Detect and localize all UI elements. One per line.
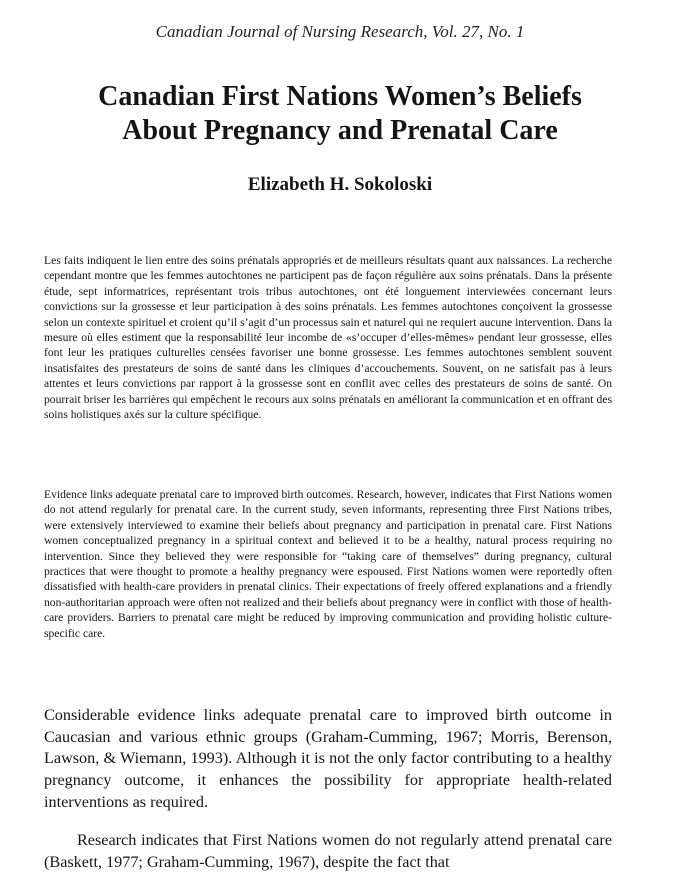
article-title — [30, 80, 650, 148]
article-title-line-1: Canadian First Nations Women’s Beliefs — [98, 81, 582, 112]
body-paragraph-1: Considerable evidence links adequate prenatal care to improved birth outcome in Caucasian and various ethnic groups (Graham-Cumming, 1967; Morris, Berenson, Lawson, & Wiemann, 1993). Although it is not the only factor contributing to a healthy pregnancy outcome, it enhances the possibility for appropriate health-related interventions as required. — [44, 706, 612, 811]
running-head: Canadian Journal of Nursing Research, Vol. 27, No. 1 — [155, 22, 525, 41]
article-title-line-2: About Pregnancy and Prenatal Care — [122, 115, 558, 146]
author-name: Elizabeth H. Sokoloski — [247, 174, 433, 195]
body-paragraph-2: Research indicates that First Nations women do not regularly attend prenatal care (Baskett, 1977; Graham-Cumming, 1967), despite the fact that — [44, 831, 612, 871]
abstract-french: Les faits indiquent le lien entre des soins prénatals appropriés et de meilleurs résultats quant aux naissances. La recherche cependant montre que les femmes autochtones ne participent pas de façon régulière aux soins prénatals. Dans la présente étude, sept informatrices, représentant trois tribus autochtones, ont été longuement interviewées concernant leurs convictions sur la grossesse et leur participation à des soins prénatals. Les femmes autochtones conçoivent la grossesse selon un contexte spirituel et croient qu’il s’agit d’un processus sain et naturel qui ne requiert aucune intervention. Dans la mesure où elles estiment que la responsabilité leur incombe de «s’occuper d’elles-mêmes» pendant leur grossesse, elles font leur les pratiques culturelles censées favoriser une bonne grossesse. Les femmes autochtones semblent souvent insatisfaites des prestateurs de soins de santé dans les cliniques d’accouchements. Souvent, on ne satisfait pas à leurs attentes et leurs convictions par rapport à la grossesse sont en conflit avec celles des prestateurs de soins de santé. On pourrait briser les barrières qui empêchent le recours aux soins prénatals en améliorant la communication et en offrant des soins holistiques axés sur la culture spécifique. — [44, 254, 612, 422]
abstract-english: Evidence links adequate prenatal care to improved birth outcomes. Research, however, indicates that First Nations women do not attend regularly for prenatal care. In the current study, seven informants, representing three First Nations tribes, were extensively interviewed to examine their beliefs about pregnancy and participation in prenatal care. First Nations women conceptualized pregnancy in a spiritual context and believed it to be a healthy, natural process requiring no intervention. Since they believed they were responsible for “taking care of themselves” during pregnancy, cultural practices that were thought to promote a healthy pregnancy were espoused. First Nations women were reportedly often dissatisfied with health-care providers in prenatal clinics. Their expectations of freely offered explanations and a friendly non-authoritarian approach were often not realized and their beliefs about pregnancy were in conflict with those of health-care providers. Barriers to prenatal care might be reduced by improving communication and providing holistic culture-specific care. — [44, 488, 612, 640]
